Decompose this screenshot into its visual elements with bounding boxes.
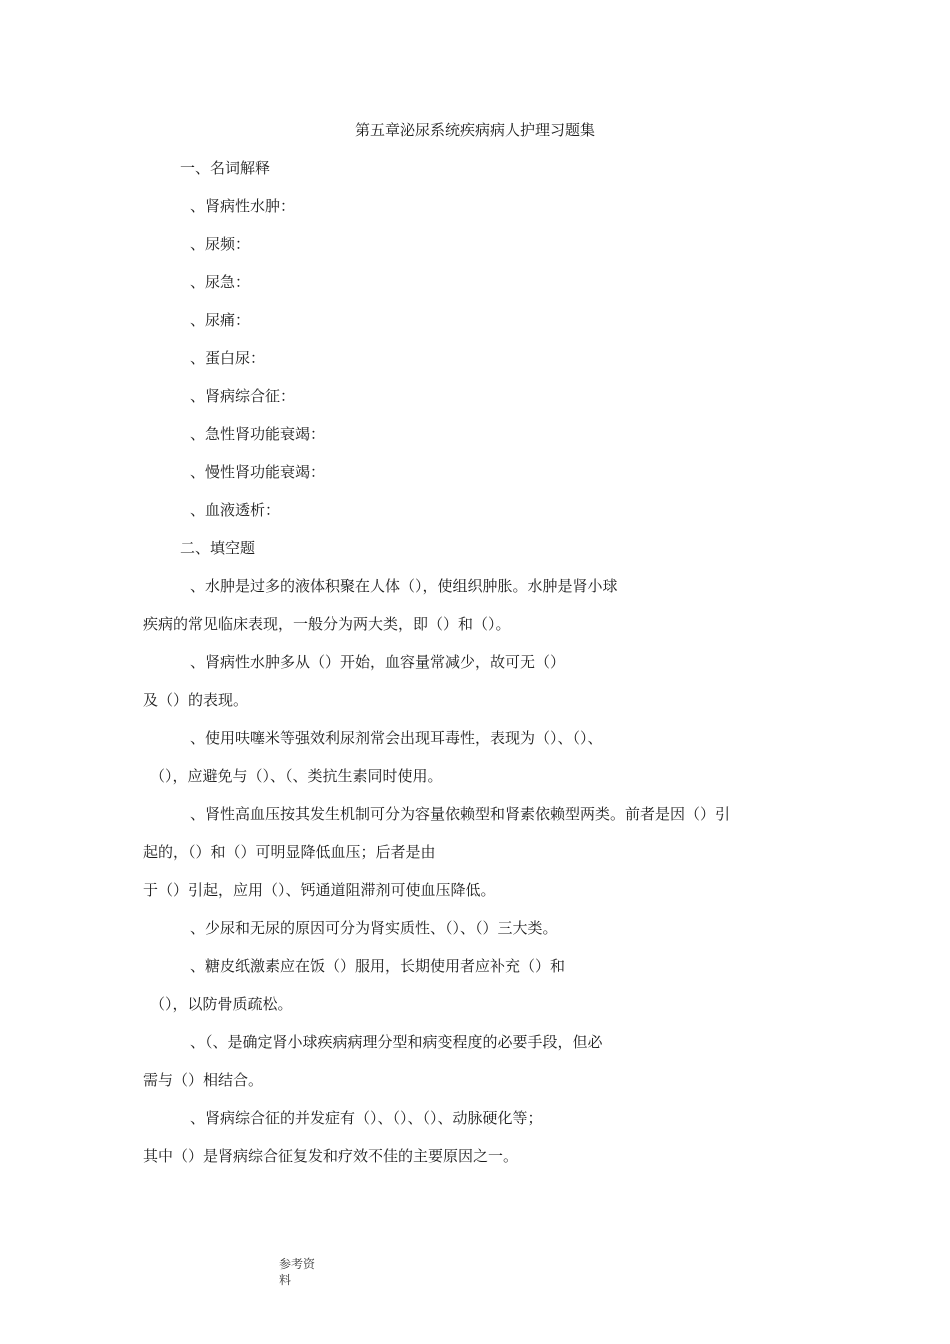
definition-item: 、肾病综合征： xyxy=(190,387,296,405)
page-title: 第五章泌尿系统疾病病人护理习题集 xyxy=(354,121,595,139)
definition-item: 、尿频： xyxy=(190,235,251,253)
question-line: 、肾性高血压按其发生机制可分为容量依赖型和肾素依赖型两类。前者是因（）引 xyxy=(190,805,731,823)
question-line: 、水肿是过多的液体积聚在人体（），使组织肿胀。水肿是肾小球 xyxy=(190,577,618,595)
question-line: 及（）的表现。 xyxy=(143,691,249,709)
footer-note: 料 xyxy=(279,1273,292,1287)
question-line: 、（、是确定肾小球疾病病理分型和病变程度的必要手段，但必 xyxy=(190,1033,603,1051)
question-line: 、使用呋噻米等强效利尿剂常会出现耳毒性，表现为（）、（）、 xyxy=(190,729,603,747)
question-line: （），以防骨质疏松。 xyxy=(150,995,293,1013)
question-line: 其中（）是肾病综合征复发和疗效不佳的主要原因之一。 xyxy=(143,1147,519,1165)
definition-item: 、蛋白尿： xyxy=(190,349,266,367)
definition-item: 、尿痛： xyxy=(190,311,251,329)
question-line: 、肾病性水肿多从（）开始，血容量常减少，故可无（） xyxy=(190,653,566,671)
question-line: （），应避免与（）、（、类抗生素同时使用。 xyxy=(150,767,443,785)
section-heading-definitions: 一、名词解释 xyxy=(180,159,271,177)
footer-note: 参考资 xyxy=(279,1257,316,1271)
definition-item: 、肾病性水肿： xyxy=(190,197,296,215)
question-line: 、肾病综合征的并发症有（）、（）、（）、动脉硬化等； xyxy=(190,1109,543,1127)
definition-item: 、慢性肾功能衰竭： xyxy=(190,463,326,481)
question-line: 起的，（）和（）可明显降低血压；后者是由 xyxy=(143,843,436,861)
question-line: 于（）引起，应用（）、钙通道阻滞剂可使血压降低。 xyxy=(143,881,496,899)
definition-item: 、尿急： xyxy=(190,273,251,291)
question-line: 疾病的常见临床表现，一般分为两大类，即（）和（）。 xyxy=(143,615,511,633)
question-line: 、少尿和无尿的原因可分为肾实质性、（）、（）三大类。 xyxy=(190,919,558,937)
definition-item: 、血液透析： xyxy=(190,501,281,519)
question-line: 需与（）相结合。 xyxy=(143,1071,264,1089)
section-heading-fill-blank: 二、填空题 xyxy=(180,539,256,557)
question-line: 、糖皮纸激素应在饭（）服用，长期使用者应补充（）和 xyxy=(190,957,566,975)
definition-item: 、急性肾功能衰竭： xyxy=(190,425,326,443)
